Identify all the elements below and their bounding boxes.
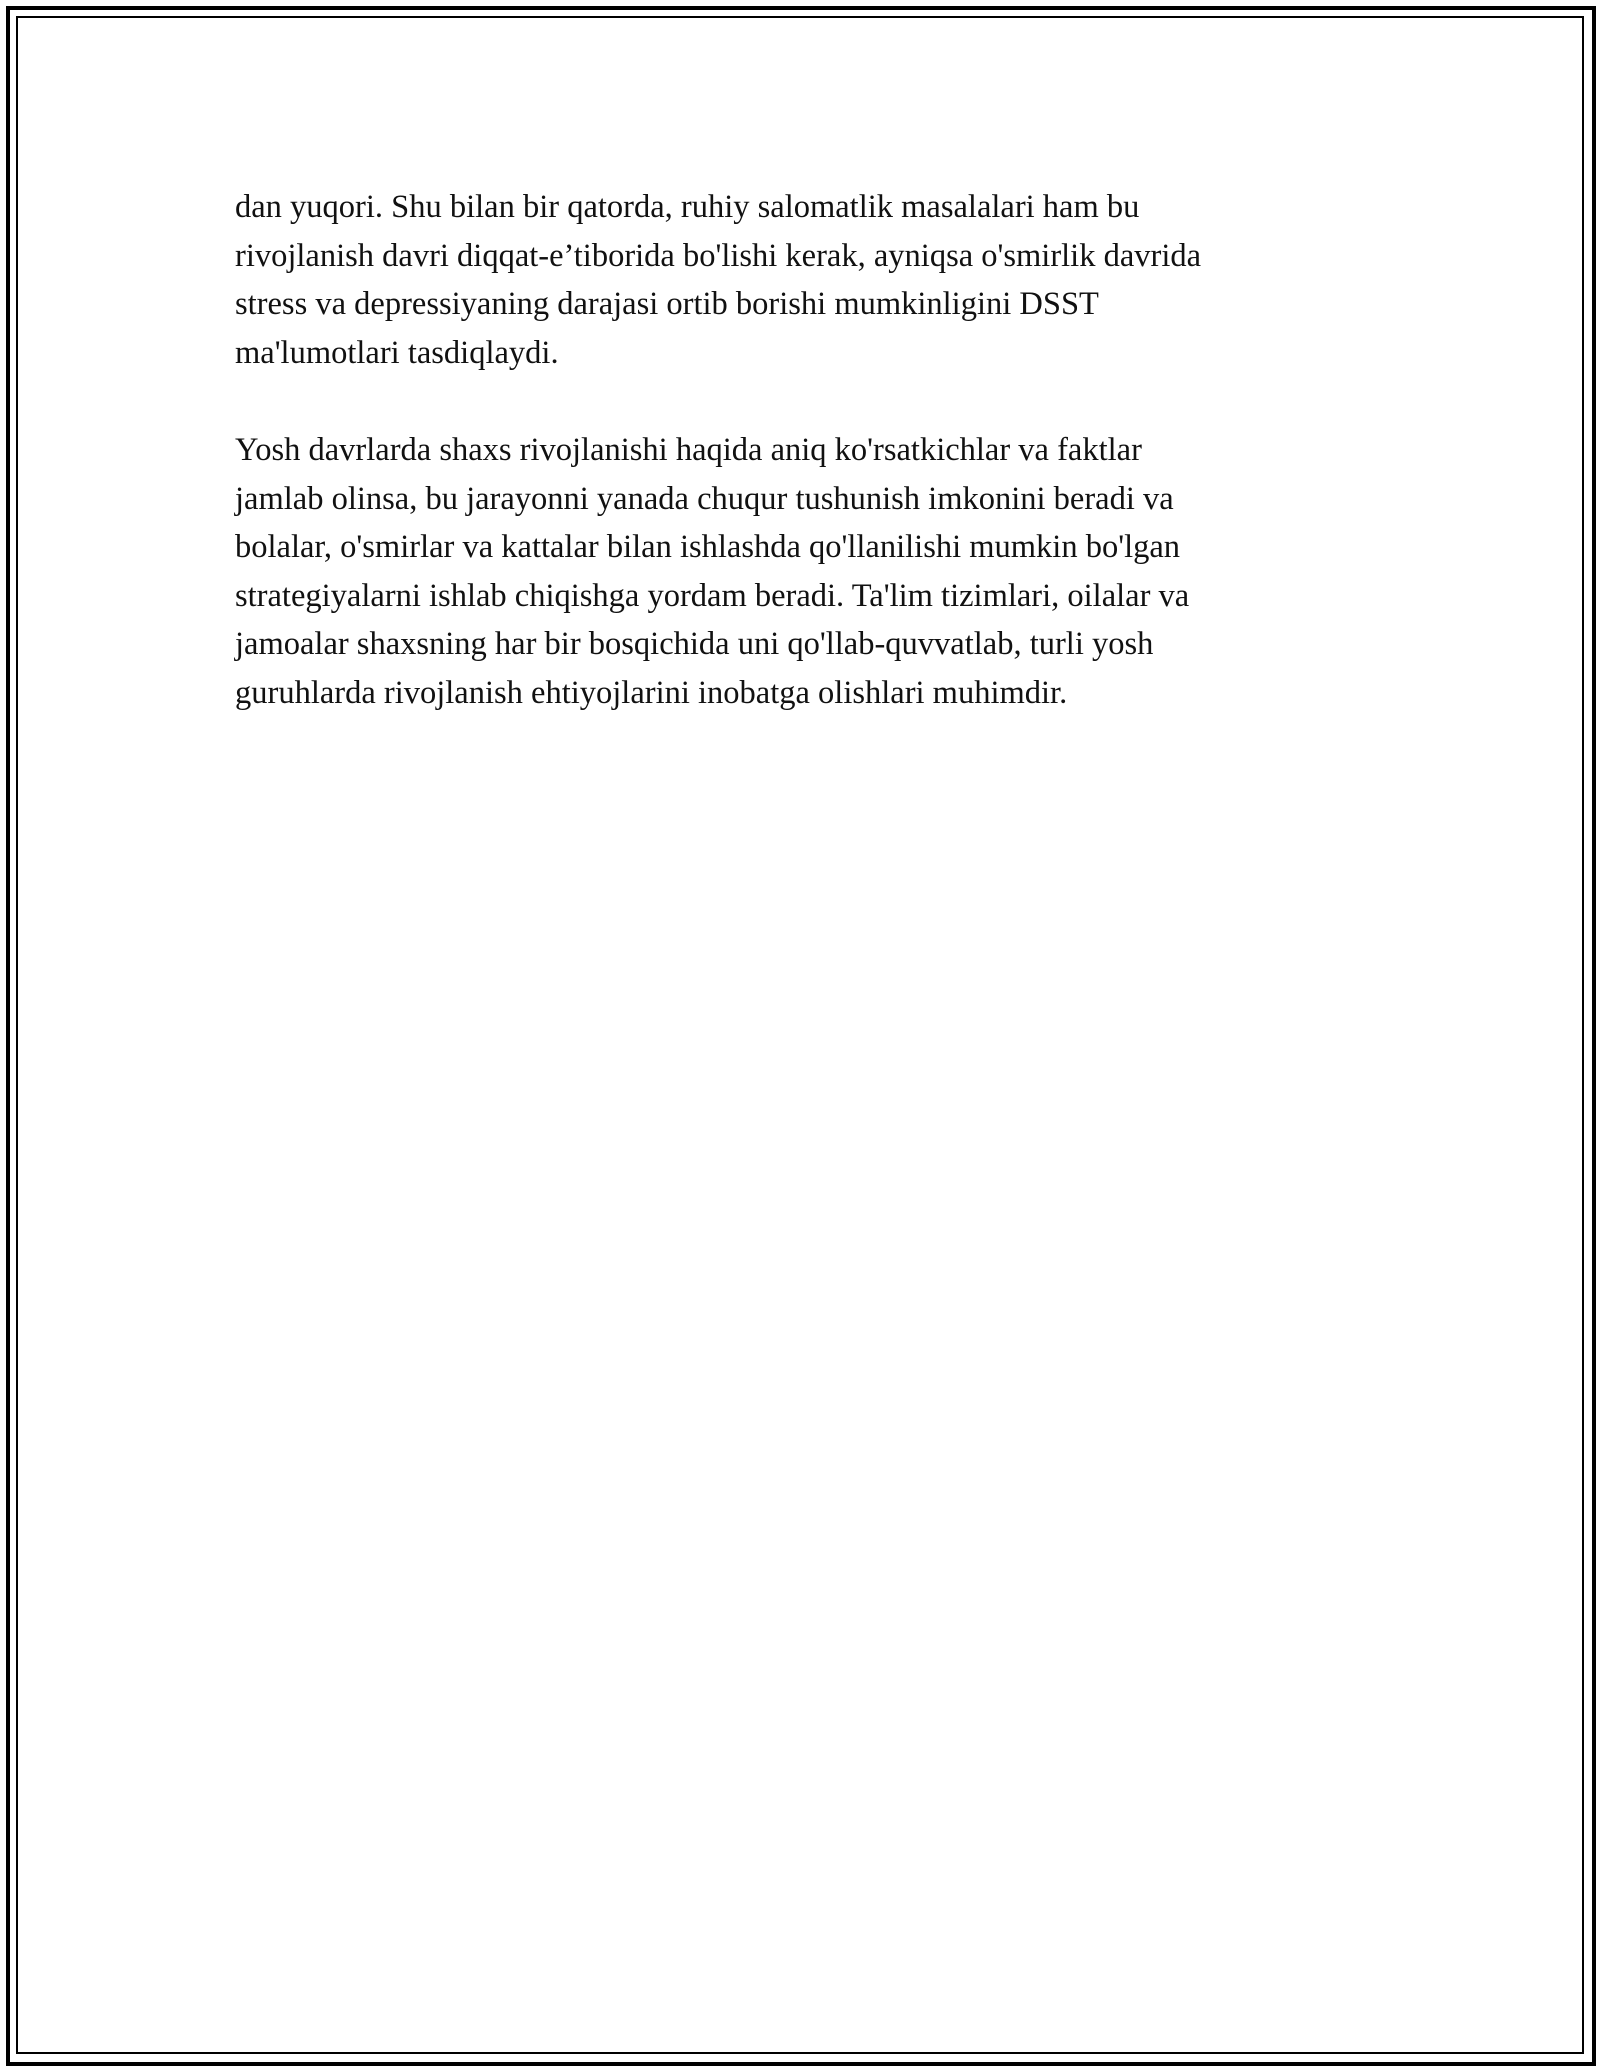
paragraph-line: dan yuqori. Shu bilan bir qatorda, ruhiy salomatlik masalalari ham bu — [235, 189, 1140, 225]
paragraph-line: ma'lumotlari tasdiqlaydi. — [235, 334, 559, 371]
paragraph-line: strategiyalarni ishlab chiqishga yordam beradi. Ta'lim tizimlari, oilalar va — [235, 577, 1190, 614]
paragraph-line: stress va depressiyaning darajasi ortib borishi mumkinligini DSST — [235, 286, 1099, 322]
document-body — [235, 183, 1365, 766]
paragraph-line: jamoalar shaxsning har bir bosqichida uni qo'llab-quvvatlab, turli yosh — [235, 626, 1154, 662]
paragraph-line: jamlab olinsa, bu jarayonni yanada chuqur tushunish imkonini beradi va — [235, 480, 1174, 517]
paragraph-1 — [235, 183, 1365, 377]
paragraph-line: Yosh davrlarda shaxs rivojlanishi haqida aniq ko'rsatkichlar va faktlar — [235, 432, 1142, 468]
paragraph-line: bolalar, o'smirlar va kattalar bilan ishlashda qo'llanilishi mumkin bo'lgan — [235, 529, 1181, 565]
paragraph-line: guruhlarda rivojlanish ehtiyojlarini inobatga olishlari muhimdir. — [235, 674, 1068, 711]
paragraph-line: rivojlanish davri diqqat-e’tiborida bo'lishi kerak, ayniqsa o'smirlik davrida — [235, 237, 1202, 274]
paragraph-2 — [235, 426, 1365, 717]
